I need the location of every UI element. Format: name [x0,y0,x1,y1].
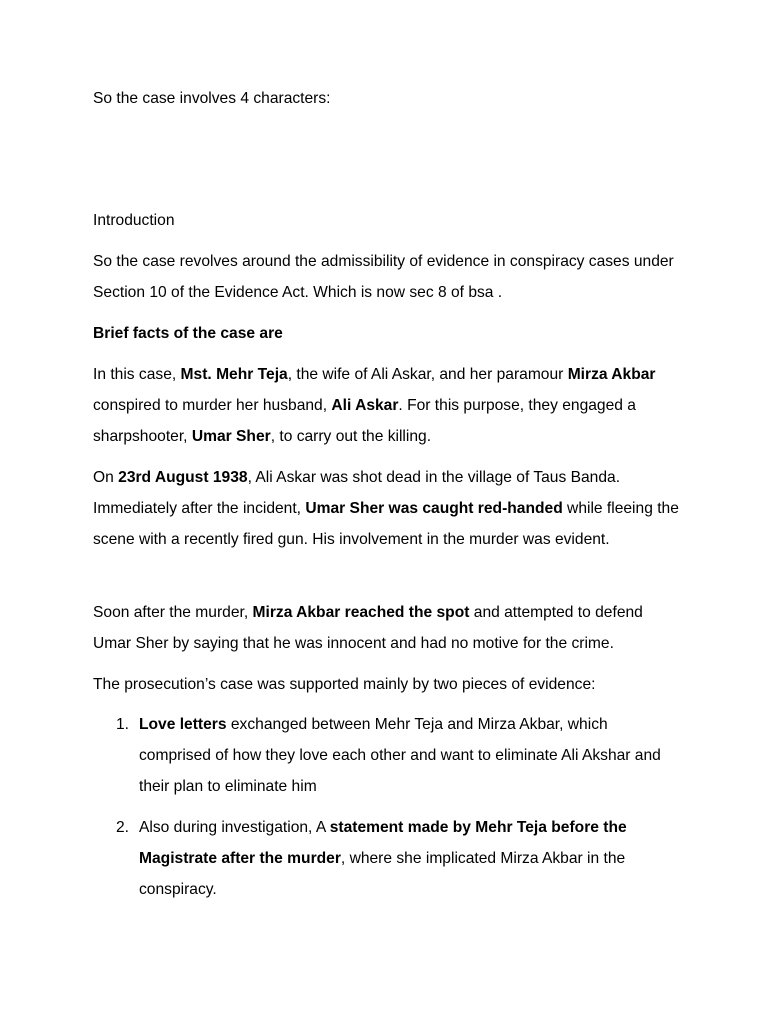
list-item-number: 2. [116,819,130,836]
introduction-paragraph: So the case revolves around the admissibility of evidence in conspiracy cases under Section 10 of the Evidence Act. Which is now sec 8 of bsa . [93,253,674,301]
text-run: conspired to murder her husband, [93,397,332,414]
facts-paragraph-4: The prosecution’s case was supported mainly by two pieces of evidence: [93,676,596,693]
bold-run: Love letters [139,716,227,733]
text-run: , Ali Askar was shot dead in the village of Taus Banda. Immediately after the incident, [93,469,621,517]
text-run: while fleeing the scene with a recently fired gun. His involvement in the murder was evident. [93,500,679,548]
brief-facts-heading-text: Brief facts of the case are [93,325,283,342]
introduction-heading: Introduction [93,212,175,229]
text-run: exchanged between Mehr Teja and Mirza Akbar, which comprised of how they love each other and want to eliminate Ali Akshar and their plan to eliminate him [139,716,661,795]
facts-paragraph-3 [93,597,683,659]
bold-run: Mirza Akbar reached the spot [252,604,470,621]
facts-paragraph-1 [93,359,683,452]
list-item-number: 1. [116,716,130,733]
intro-line: So the case involves 4 characters: [93,90,331,107]
text-run: Also during investigation, A [139,819,330,836]
facts-paragraph-2 [93,462,683,555]
text-run: , the wife of Ali Askar, and her paramour [287,366,568,383]
bold-run: Ali Askar [331,397,399,414]
bold-run: Umar Sher [191,428,271,445]
bold-run: statement made by Mehr Teja before the Magistrate after the murder [139,819,627,867]
bold-run: Mst. Mehr Teja [180,366,288,383]
text-run: On [93,469,119,486]
list-item-text [139,709,679,802]
text-run: and attempted to defend Umar Sher by saying that he was innocent and had no motive for the crime. [93,604,643,652]
text-run: , where she implicated Mirza Akbar in the conspiracy. [139,850,626,898]
text-run: Soon after the murder, [93,604,253,621]
text-run: , to carry out the killing. [270,428,432,445]
bold-run: 23rd August 1938 [118,469,248,486]
brief-facts-heading [93,318,683,349]
text-run: In this case, [93,366,181,383]
text-run: . For this purpose, they engaged a sharpshooter, [93,397,636,445]
list-item-text [139,812,679,905]
bold-run: Mirza Akbar [567,366,656,383]
bold-run: Umar Sher was caught red-handed [305,500,563,517]
